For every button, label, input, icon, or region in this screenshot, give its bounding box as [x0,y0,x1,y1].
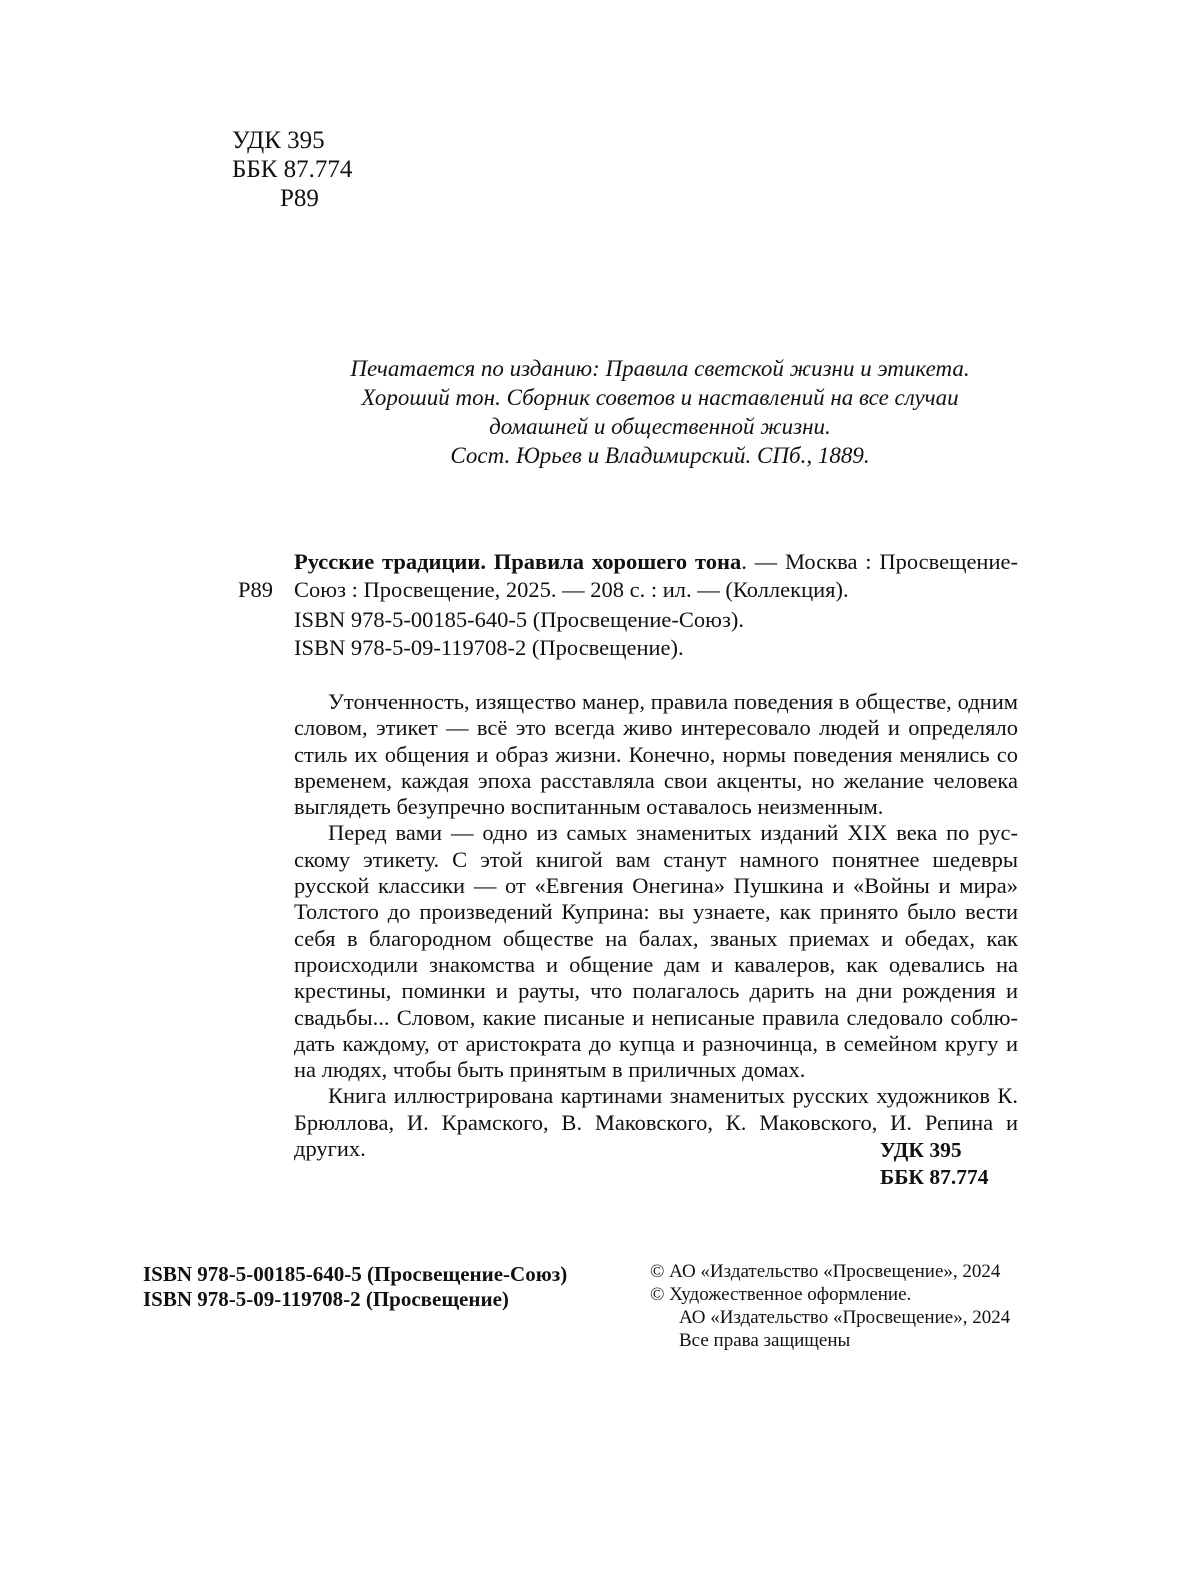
isbn-line-1: ISBN 978-5-00185-640-5 (Просвещение-Союз) [143,1262,568,1286]
bottom-bbk: ББК 87.774 [880,1165,989,1189]
bottom-udk: УДК 395 [880,1138,962,1162]
isbn-block [143,1262,567,1312]
epigraph-line: Сост. Юрьев и Владимирский. СПб., 1889. [450,443,870,468]
biblio-imprint: . — Москва : Просвещение-Союз : Просвещение, 2025. — 208 с. : ил. — (Коллекция). [294,549,1018,602]
copyright-block [650,1260,1010,1352]
epigraph-line: Хороший тон. Сборник советов и наставлений на все случаи [361,385,959,410]
top-udk: УДК 395 [232,127,325,154]
epigraph-line: Печатается по изданию: Правила светской жизни и этикета. [350,356,970,381]
biblio-isbn-2: ISBN 978-5-09-119708-2 (Просвещение). [294,634,684,660]
epigraph-line: домашней и общественной жизни. [489,414,831,439]
annotation [294,689,1018,1162]
copyright-line-2: © Художественное оформление. [650,1284,912,1305]
biblio-isbn-1: ISBN 978-5-00185-640-5 (Просвещение-Союз). [294,607,744,632]
isbn-line-2: ISBN 978-5-09-119708-2 (Просвещение) [143,1287,509,1311]
bottom-classification [880,1137,1018,1191]
epigraph [300,354,1020,470]
annotation-paragraph-2: Перед вами — одно из самых знаменитых изданий XIX века по русскому этикету. С этой книгой вам станут намного понятнее шедевры русской классики — от «Евгения Онегина» Пушкина и «Войны и мира» Толстого до произведений Куприна: вы узнаете, как принято было вести себя в благородном обществе на балах, званых приемах и обедах, как происходили знакомства и общение дам и кавалеров, как одевались на крестины, поминки и рауты, что полагалось дарить на дни рождения и свадьбы... Словом, какие писаные и неписаные правила следовало соблюдать каждому, от аристократа до купца и разночинца, в семейном кругу и на людях, чтобы быть принятым в приличных домах. [294,820,1018,1083]
biblio-description [294,548,1018,603]
bibliographic-record [294,548,1018,661]
top-classification [232,126,352,213]
top-bbk: ББК 87.774 [232,156,353,183]
copyright-line-1: © АО «Издательство «Просвещение», 2024 [650,1261,1001,1282]
copyright-line-4: Все права защищены [679,1330,851,1351]
top-author-sign: Р89 [280,185,319,212]
copyright-line-3: АО «Издательство «Просвещение», 2024 [679,1307,1011,1328]
biblio-side-code: Р89 [238,577,274,602]
annotation-paragraph-1: Утонченность, изящество манер, правила поведения в обществе, одним словом, этикет — всё это всегда живо интересовало людей и определяло стиль их общения и образ жизни. Конечно, нормы поведения менялись со временем, каждая эпоха расставляла свои акценты, но желание человека выглядеть безупречно воспитанным оставалось неизменным. [294,689,1018,820]
annotation-paragraph-3: Книга иллюстрирована картинами знаменитых русских художников К. Брюллова, И. Крамского, В. Маковского, К. Маковского, И. Репина и других. [294,1083,1018,1162]
book-title: Русские традиции. Правила хорошего тона [294,549,742,574]
